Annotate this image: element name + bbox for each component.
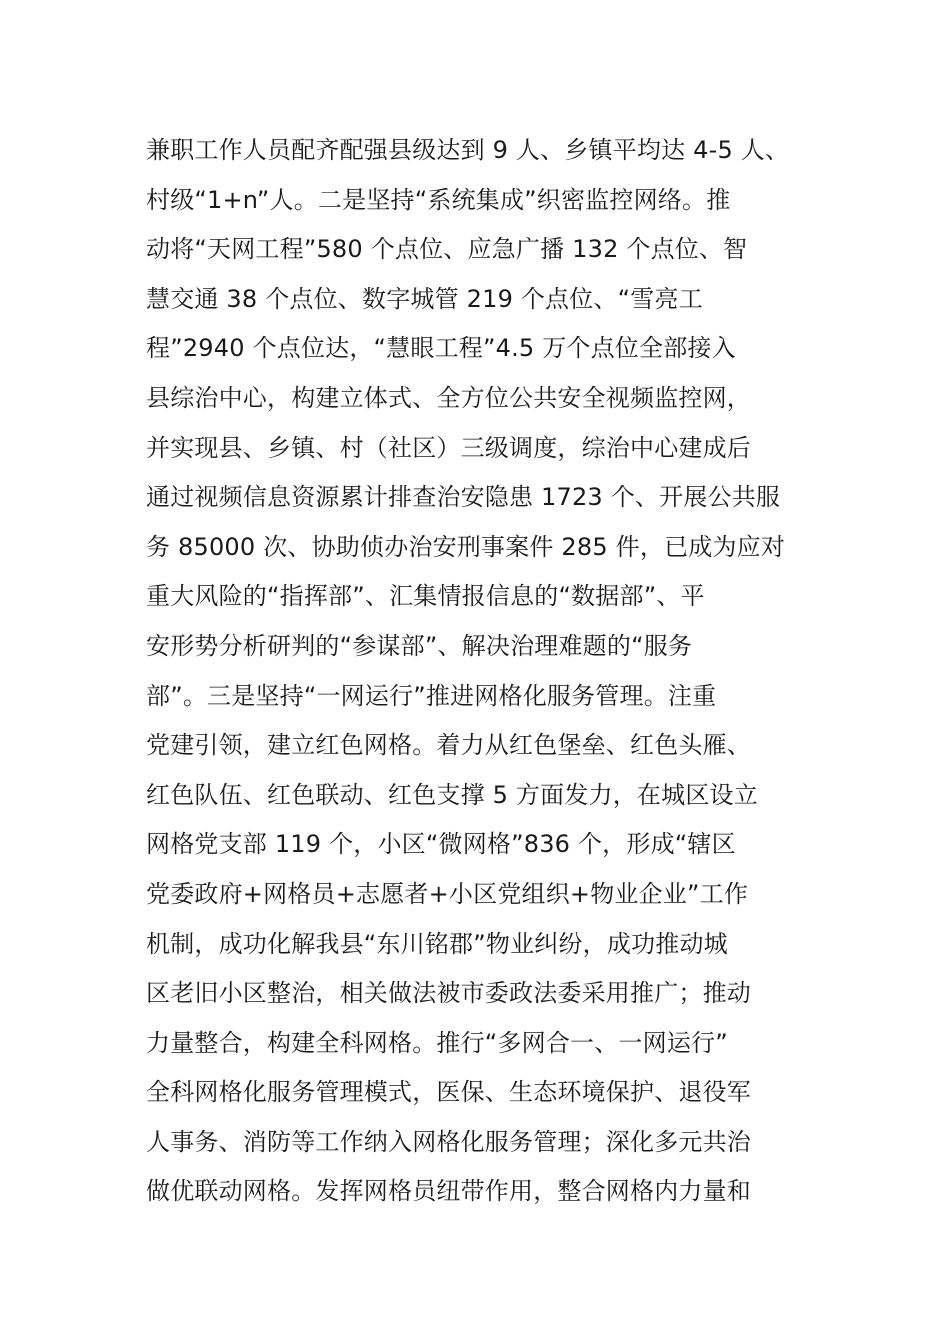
text-line-16: 党委政府+网格员+志愿者+小区党组织+物业企业”工作 xyxy=(146,879,749,908)
text-line-11: 安形势分析研判的“参谋部”、解决治理难题的“服务 xyxy=(146,631,693,660)
text-line-22: 做优联动网格。发挥网格员纽带作用，整合网格内力量和 xyxy=(146,1177,751,1206)
text-line-19: 力量整合，构建全科网格。推行“多网合一、一网运行” xyxy=(146,1028,728,1057)
text-line-2: 村级“1+n”人。二是坚持“系统集成”织密监控网络。推 xyxy=(146,185,731,214)
text-line-3: 动将“天网工程”580 个点位、应急广播 132 个点位、智 xyxy=(146,235,748,264)
text-line-14: 红色队伍、红色联动、红色支撑 5 方面发力，在城区设立 xyxy=(146,780,758,809)
text-line-8: 通过视频信息资源累计排查治安隐患 1723 个、开展公共服 xyxy=(146,483,781,512)
text-line-10: 重大风险的“指挥部”、汇集情报信息的“数据部”、平 xyxy=(146,582,705,611)
text-line-21: 人事务、消防等工作纳入网格化服务管理；深化多元共治 xyxy=(146,1127,751,1156)
text-line-7: 并实现县、乡镇、村（社区）三级调度，综治中心建成后 xyxy=(146,433,751,462)
text-line-6: 县综治中心，构建立体式、全方位公共安全视频监控网， xyxy=(146,383,751,412)
text-line-15: 网格党支部 119 个，小区“微网格”836 个，形成“辖区 xyxy=(146,830,736,859)
body-paragraph xyxy=(146,126,836,1217)
text-line-4: 慧交通 38 个点位、数字城管 219 个点位、“雪亮工 xyxy=(146,284,703,313)
text-line-20: 全科网格化服务管理模式，医保、生态环境保护、退役军 xyxy=(146,1078,751,1107)
text-line-17: 机制，成功化解我县“东川铭郡”物业纠纷，成功推动城 xyxy=(146,929,728,958)
text-line-18: 区老旧小区整治，相关做法被市委政法委采用推广；推动 xyxy=(146,979,751,1008)
text-line-5: 程”2940 个点位达，“慧眼工程”4.5 万个点位全部接入 xyxy=(146,334,736,363)
text-line-13: 党建引领，建立红色网格。着力从红色堡垒、红色头雁、 xyxy=(146,731,751,760)
text-line-9: 务 85000 次、协助侦办治安刑事案件 285 件，已成为应对 xyxy=(146,532,786,561)
text-line-1: 兼职工作人员配齐配强县级达到 9 人、乡镇平均达 4-5 人、 xyxy=(146,136,790,164)
text-line-12: 部”。三是坚持“一网运行”推进网格化服务管理。注重 xyxy=(146,681,717,710)
